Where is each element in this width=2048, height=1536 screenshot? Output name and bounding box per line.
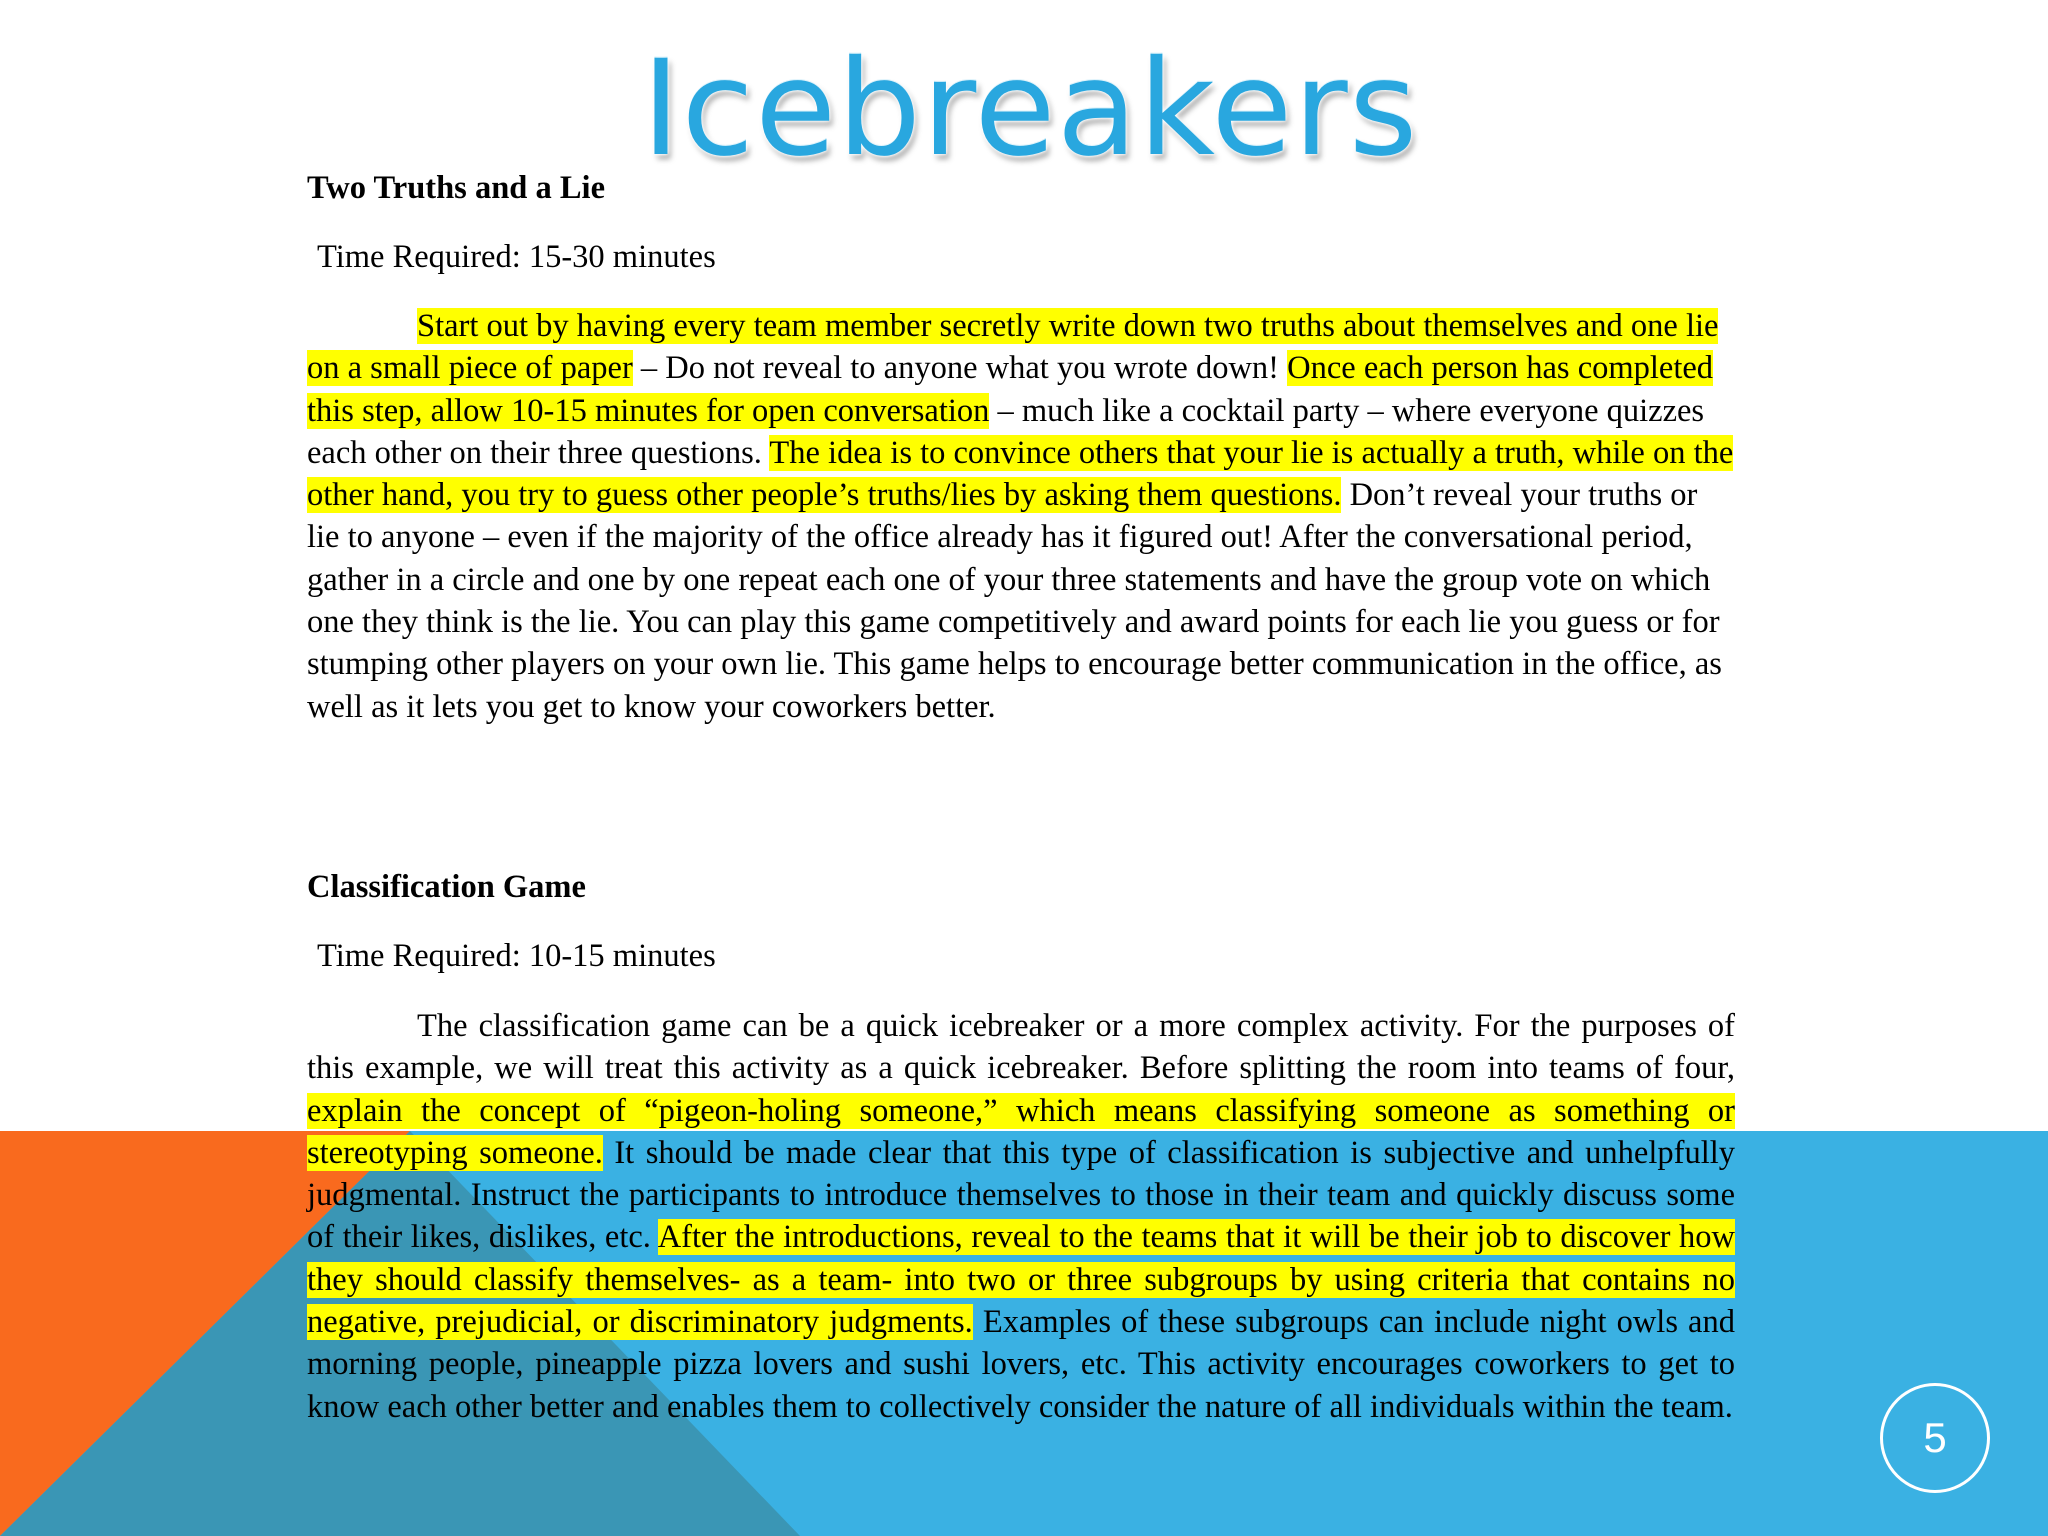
section-heading: Two Truths and a Lie	[307, 170, 605, 206]
text-segment: explain the concept of “pigeon-holing someone,” which means classifying someone as something or stereotyping someone.	[307, 1092, 1735, 1171]
section-heading: Classification Game	[307, 869, 586, 905]
slide-title: Icebreakers	[641, 32, 1419, 186]
section-time	[307, 935, 1735, 977]
text-segment: Examples of these subgroups can include night owls and morning people, pineapple pizza lovers and sushi lovers, etc. This activity encourages coworkers to get to know each other better and enables them to collectively consider the nature of all individuals within the team.	[307, 1304, 1735, 1425]
body-paragraph	[307, 305, 1735, 728]
text-segment: The classification game can be a quick icebreaker or a more complex activity. For the purposes of this example, we will treat this activity as a quick icebreaker. Before splitting the room into teams of four,	[307, 1008, 1735, 1087]
text-segment: Once each person has completed this step, allow 10-15 minutes for open conversation	[307, 350, 1714, 429]
section-body	[307, 1005, 1735, 1428]
text-segment: After the introductions, reveal to the teams that it will be their job to discover how they should classify themselves- as a team- into two or three subgroups by using criteria that contains no negative, prejudicial, or discriminatory judgments.	[307, 1219, 1735, 1341]
text-segment: Start out by having every team member secretly write down two truths about themselves and one lie on a small piece of paper	[307, 308, 1719, 387]
time-required: Time Required: 15-30 minutes	[317, 239, 716, 275]
slide-number-badge: 5	[1880, 1383, 1990, 1493]
section-classification	[307, 866, 1735, 908]
time-required: Time Required: 10-15 minutes	[317, 938, 716, 974]
text-segment: It should be made clear that this type of classification is subjective and unhelpfully judgmental. Instruct the participants to introduce themselves to those in their team and quickly discuss some of their likes, dislikes, etc.	[307, 1134, 1735, 1256]
section-time	[307, 236, 1735, 278]
text-segment: The idea is to convince others that your lie is actually a truth, while on the other hand, you try to guess other people’s truths/lies by asking them questions.	[307, 434, 1734, 514]
text-segment: – much like a cocktail party – where everyone quizzes each other on their three questions.	[307, 392, 1705, 471]
section-body	[307, 305, 1735, 728]
text-segment: Don’t reveal your truths or lie to anyone – even if the majority of the office already has it figured out! After the conversational period, gather in a circle and one by one repeat each one of your three statements and have the group vote on which one they think is the lie. You can play this game competitively and award points for each lie you guess or for stumping other players on your own lie. This game helps to encourage better communication in the office, as well as it lets you get to know your coworkers better.	[307, 477, 1722, 725]
text-segment: – Do not reveal to anyone what you wrote down!	[632, 350, 1288, 387]
body-paragraph	[307, 1005, 1735, 1428]
section-two-truths	[307, 167, 1735, 209]
